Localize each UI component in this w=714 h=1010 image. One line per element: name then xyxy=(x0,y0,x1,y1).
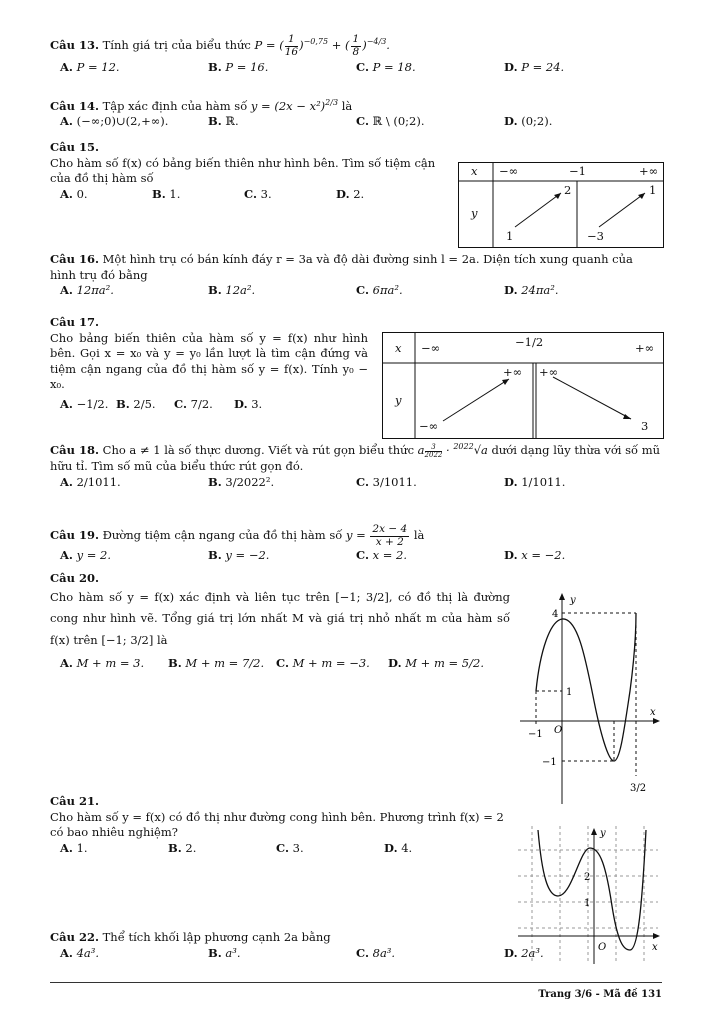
variation-table-15 xyxy=(458,162,664,248)
table-x-label: x xyxy=(395,341,402,355)
x-axis-label: x xyxy=(650,707,656,718)
question-text: Tính giá trị của biểu thức xyxy=(102,38,251,53)
formula: P = ( $\frac{1}{16}$ )$^{-0,75}$ + ( $\frac{1}{8}$ )$^{-4/3}$. xyxy=(254,33,390,58)
table-y-label: y xyxy=(395,393,402,407)
question-suffix: là xyxy=(413,528,425,543)
option-b[interactable]: B. a³. xyxy=(208,945,241,960)
option-a[interactable]: A. y = 2. xyxy=(60,548,112,563)
option-d[interactable]: D. x = −2. xyxy=(504,548,566,563)
tick-label: −1 xyxy=(542,757,557,768)
table-x-value: −1 xyxy=(569,164,586,178)
question-19 xyxy=(50,524,662,564)
y-axis-label: y xyxy=(570,595,576,606)
option-d[interactable]: D. 2. xyxy=(336,186,365,201)
option-a[interactable]: A. (−∞;0)∪(2,+∞). xyxy=(60,114,169,129)
formula: $y = (2x - x^2)^{2/3}$ xyxy=(250,98,339,113)
options xyxy=(60,475,662,491)
formula: y = $\frac{2x - 4}{x + 2}$ xyxy=(345,523,408,548)
option-b[interactable]: B. y = −2. xyxy=(208,548,270,563)
option-c[interactable]: C. M + m = −3. xyxy=(276,656,370,671)
question-number: Câu 14. xyxy=(50,98,99,113)
options xyxy=(60,283,662,299)
table-x-value: −∞ xyxy=(499,164,519,178)
tick-label: 1 xyxy=(584,898,591,909)
origin-label: O xyxy=(554,725,563,736)
question-number: Câu 13. xyxy=(50,38,99,53)
table-y-value: +∞ xyxy=(503,365,523,379)
question-18 xyxy=(50,442,662,490)
option-c[interactable]: C. 3. xyxy=(276,840,304,855)
option-b[interactable]: B. P = 16. xyxy=(208,60,269,75)
option-b[interactable]: B. 1. xyxy=(152,186,181,201)
question-text: Cho a ≠ 1 là số thực dương. Viết và rút gọn biểu thức xyxy=(102,442,415,457)
table-y-value: 1 xyxy=(649,183,657,197)
question-16 xyxy=(50,252,662,299)
table-y-value: 1 xyxy=(506,229,514,243)
option-d[interactable]: D. 1/1011. xyxy=(504,474,566,489)
question-number: Câu 17. xyxy=(50,315,99,329)
question-text: Cho hàm số y = f(x) xác định và liên tục trên [−1; 3/2], có đồ thị là đường cong như hình vẽ. Tổng giá trị lớn nhất M và giá trị nhỏ nhất m của hàm số f(x) trên [−1; 3/2] là xyxy=(50,589,510,648)
question-text: Một hình trụ có bán kính đáy r = 3a và độ dài đường sinh l = 2a. Diện tích xung quanh của hình trụ đó bằng xyxy=(50,252,633,282)
tick-label: 1 xyxy=(566,687,573,698)
option-c[interactable]: C. 8a³. xyxy=(356,945,396,960)
question-number: Câu 15. xyxy=(50,140,99,154)
tick-label: 4 xyxy=(552,609,559,620)
option-b[interactable]: B. M + m = 7/2. xyxy=(168,656,265,671)
formula: a $\frac{3}{2022}$ · $^{2022}$√a xyxy=(417,442,488,459)
table-x-value: −1/2 xyxy=(515,335,544,349)
option-a[interactable]: A. M + m = 3. xyxy=(60,656,145,671)
graph-q20 xyxy=(520,591,662,804)
question-13 xyxy=(50,34,662,76)
options xyxy=(60,114,662,130)
option-a[interactable]: A. P = 12. xyxy=(60,60,120,75)
question-number: Câu 20. xyxy=(50,571,99,585)
question-number: Câu 18. xyxy=(50,442,99,457)
question-14 xyxy=(50,98,662,130)
x-axis-label: x xyxy=(652,942,658,953)
question-number: Câu 21. xyxy=(50,794,99,808)
option-b[interactable]: B. 3/2022². xyxy=(208,474,275,489)
options xyxy=(60,60,662,76)
option-c[interactable]: C. 3/1011. xyxy=(356,474,417,489)
question-text: Cho hàm số y = f(x) có đồ thị như đường cong hình bên. Phương trình f(x) = 2 có bao nhiêu nghiệm? xyxy=(50,809,504,840)
option-c[interactable]: C. 7/2. xyxy=(174,396,213,411)
option-b[interactable]: B. 2/5. xyxy=(116,396,156,411)
option-a[interactable]: A. −1/2. xyxy=(60,396,109,411)
question-number: Câu 19. xyxy=(50,528,99,543)
options xyxy=(60,548,662,564)
page-footer: Trang 3/6 - Mã đề 131 xyxy=(50,982,662,1002)
table-y-value: +∞ xyxy=(539,365,559,379)
option-d[interactable]: D. 3. xyxy=(234,396,263,411)
table-x-value: +∞ xyxy=(639,164,659,178)
variation-table-svg xyxy=(459,163,663,247)
tick-label: 2 xyxy=(584,872,591,883)
option-d[interactable]: D. P = 24. xyxy=(504,60,565,75)
option-a[interactable]: A. 1. xyxy=(60,840,88,855)
table-x-value: −∞ xyxy=(421,341,441,355)
option-d[interactable]: D. M + m = 5/2. xyxy=(388,656,484,671)
tick-label: −1 xyxy=(528,729,543,740)
question-text: Đường tiệm cận ngang của đồ thị hàm số xyxy=(102,528,343,543)
question-number: Câu 16. xyxy=(50,252,99,266)
option-a[interactable]: A. 0. xyxy=(60,186,88,201)
question-text-continued: dưới dạng lũy thừa với số mũ hữu tỉ. Tìm số mũ của biểu thức rút gọn đó. xyxy=(50,442,661,473)
question-22 xyxy=(50,930,662,961)
y-axis-label: y xyxy=(600,828,606,839)
tick-label: 3/2 xyxy=(630,783,647,794)
option-d[interactable]: D. 2a³. xyxy=(504,945,544,960)
option-b[interactable]: B. 2. xyxy=(168,840,197,855)
question-text: Thể tích khối lập phương cạnh 2a bằng xyxy=(102,930,331,944)
table-y-value: 2 xyxy=(564,183,572,197)
question-text: Tập xác định của hàm số xyxy=(102,98,248,113)
variation-table-17 xyxy=(382,332,664,439)
option-b[interactable]: B. ℝ. xyxy=(208,114,239,129)
option-c[interactable]: C. ℝ \ (0;2). xyxy=(356,114,425,129)
table-x-label: x xyxy=(471,164,478,178)
option-c[interactable]: C. x = 2. xyxy=(356,548,408,563)
option-c[interactable]: C. 3. xyxy=(244,186,272,201)
option-c[interactable]: C. 6πa². xyxy=(356,283,403,298)
option-a[interactable]: A. 2/1011. xyxy=(60,474,121,489)
table-y-label: y xyxy=(471,206,478,220)
option-d[interactable]: D. 4. xyxy=(384,840,413,855)
option-d[interactable]: D. 24πa². xyxy=(504,283,559,298)
question-suffix: là xyxy=(341,98,353,113)
question-number: Câu 22. xyxy=(50,930,99,944)
question-text: Cho bảng biến thiên của hàm số y = f(x) như hình bên. Gọi x = x₀ và y = y₀ lần lượt là tìm cận đứng và tiệm cận ngang của đồ thị hàm số y = f(x). Tính y₀ − x₀. xyxy=(50,330,368,392)
question-text: Cho hàm số f(x) có bảng biến thiên như hình bên. Tìm số tiệm cận của đồ thị hàm số xyxy=(50,155,436,186)
table-x-value: +∞ xyxy=(635,341,655,355)
option-c[interactable]: C. P = 18. xyxy=(356,60,416,75)
table-y-value: 3 xyxy=(641,419,649,433)
option-a[interactable]: A. 4a³. xyxy=(60,945,100,960)
option-d[interactable]: D. (0;2). xyxy=(504,114,553,129)
table-y-value: −∞ xyxy=(419,419,439,433)
option-b[interactable]: B. 12a². xyxy=(208,283,256,298)
option-a[interactable]: A. 12πa². xyxy=(60,283,114,298)
table-y-value: −3 xyxy=(587,229,604,243)
options xyxy=(60,946,662,962)
origin-label: O xyxy=(598,942,607,953)
